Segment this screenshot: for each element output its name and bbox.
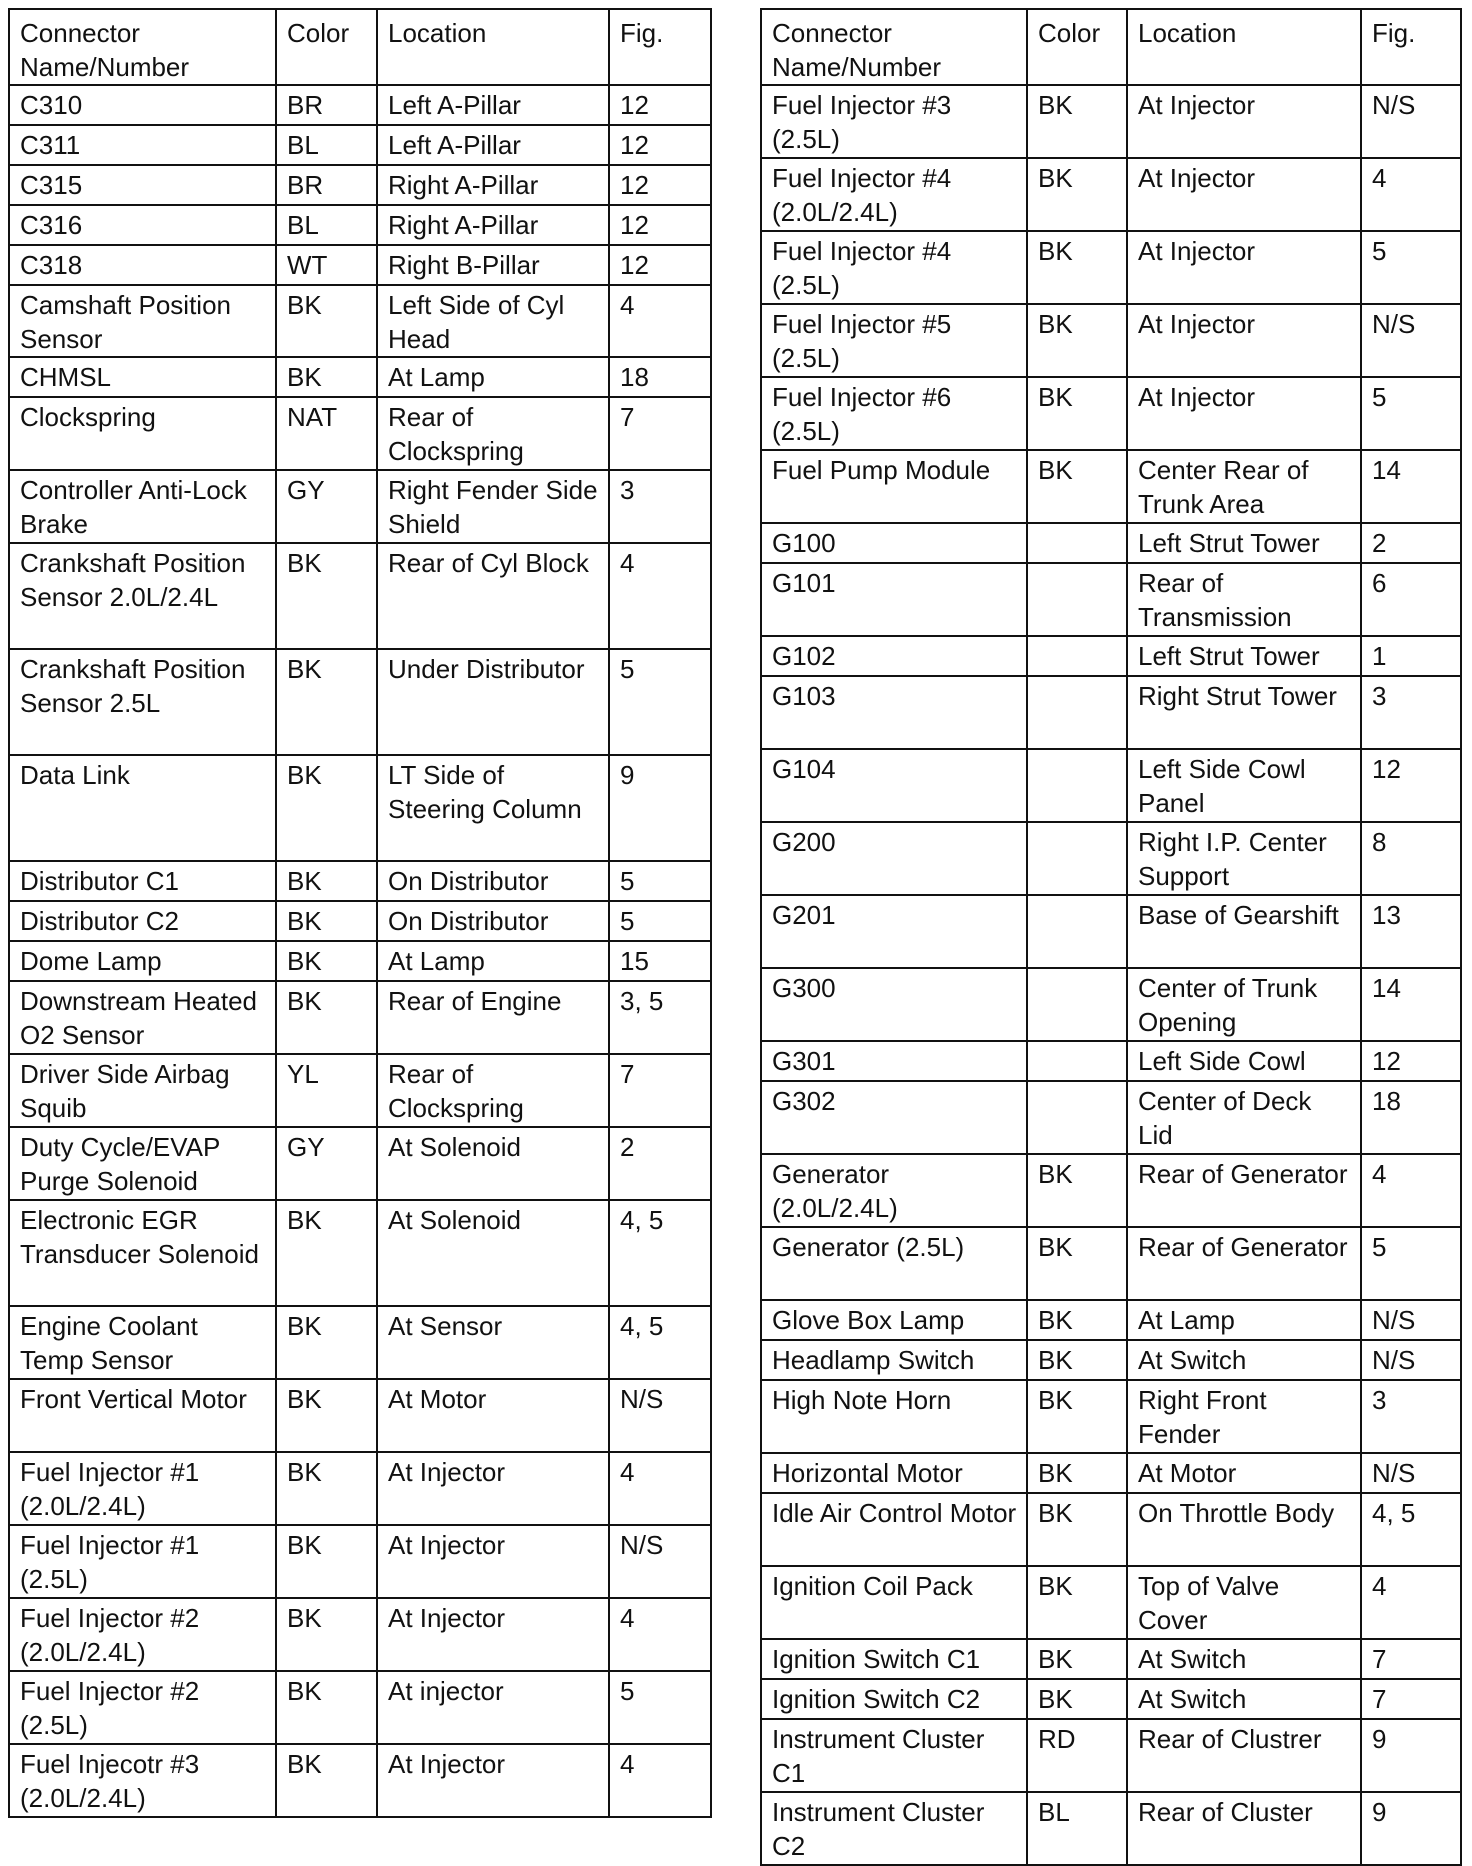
header-color: Color xyxy=(276,9,377,85)
fig-cell: 5 xyxy=(609,1671,711,1744)
connector-name-cell: Downstream Heated O2 Sensor xyxy=(9,981,276,1054)
color-cell: BK xyxy=(276,649,377,755)
fig-cell: 13 xyxy=(1361,895,1461,968)
color-cell: BK xyxy=(276,861,377,901)
table-row xyxy=(9,470,711,543)
fig-cell: 4 xyxy=(609,1452,711,1525)
color-cell: BK xyxy=(276,357,377,397)
location-cell: At Injector xyxy=(377,1744,609,1817)
table-row xyxy=(761,450,1461,523)
fig-cell: N/S xyxy=(609,1525,711,1598)
connector-name-cell: G201 xyxy=(761,895,1027,968)
table-row xyxy=(761,895,1461,968)
table-row xyxy=(9,285,711,357)
fig-cell: 12 xyxy=(609,125,711,165)
location-cell: At Injector xyxy=(1127,304,1361,377)
location-cell: Under Distributor xyxy=(377,649,609,755)
color-cell: BK xyxy=(1027,1566,1127,1639)
header-connector-name: Connector Name/Number xyxy=(761,9,1027,85)
connector-name-cell: Ignition Switch C1 xyxy=(761,1639,1027,1679)
location-cell: Rear of Transmission xyxy=(1127,563,1361,636)
connector-name-cell: Dome Lamp xyxy=(9,941,276,981)
table-row xyxy=(761,1227,1461,1300)
location-cell: On Distributor xyxy=(377,861,609,901)
table-row xyxy=(761,1340,1461,1380)
location-cell: LT Side of Steering Column xyxy=(377,755,609,861)
fig-cell: 3 xyxy=(1361,676,1461,749)
color-cell: BL xyxy=(276,205,377,245)
table-row xyxy=(761,676,1461,749)
header-color: Color xyxy=(1027,9,1127,85)
fig-cell: 5 xyxy=(609,901,711,941)
connector-name-cell: Fuel Injector #4 (2.0L/2.4L) xyxy=(761,158,1027,231)
fig-cell: 18 xyxy=(1361,1081,1461,1154)
fig-cell: 4, 5 xyxy=(609,1306,711,1379)
connector-name-cell: C316 xyxy=(9,205,276,245)
table-row xyxy=(761,231,1461,304)
header-location: Location xyxy=(1127,9,1361,85)
location-cell: At Switch xyxy=(1127,1639,1361,1679)
location-cell: At Switch xyxy=(1127,1679,1361,1719)
location-cell: Base of Gearshift xyxy=(1127,895,1361,968)
fig-cell: N/S xyxy=(1361,1340,1461,1380)
table-row xyxy=(761,1453,1461,1493)
location-cell: At Sensor xyxy=(377,1306,609,1379)
color-cell: BK xyxy=(276,1379,377,1452)
connector-name-cell: Fuel Injector #1 (2.0L/2.4L) xyxy=(9,1452,276,1525)
fig-cell: 4 xyxy=(1361,158,1461,231)
color-cell: GY xyxy=(276,1127,377,1200)
fig-cell: 7 xyxy=(609,397,711,470)
fig-cell: N/S xyxy=(1361,1300,1461,1340)
color-cell: BK xyxy=(1027,1300,1127,1340)
connector-name-cell: Crankshaft Position Sensor 2.5L xyxy=(9,649,276,755)
table-row xyxy=(761,1300,1461,1340)
connector-name-cell: Clockspring xyxy=(9,397,276,470)
table-row xyxy=(9,1379,711,1452)
header-connector-name: Connector Name/Number xyxy=(9,9,276,85)
color-cell: NAT xyxy=(276,397,377,470)
color-cell: BL xyxy=(1027,1792,1127,1865)
color-cell: RD xyxy=(1027,1719,1127,1792)
location-cell: Left Strut Tower xyxy=(1127,636,1361,676)
table-row xyxy=(9,1054,711,1127)
fig-cell: 12 xyxy=(1361,749,1461,822)
color-cell: BK xyxy=(276,285,377,357)
table-row xyxy=(9,901,711,941)
color-cell xyxy=(1027,968,1127,1041)
table-row xyxy=(761,968,1461,1041)
color-cell: WT xyxy=(276,245,377,285)
connector-table-right xyxy=(760,8,1462,1866)
connector-name-cell: Fuel Injector #6 (2.5L) xyxy=(761,377,1027,450)
table-row xyxy=(9,357,711,397)
connector-name-cell: Idle Air Control Motor xyxy=(761,1493,1027,1566)
table-row xyxy=(9,125,711,165)
location-cell: At Injector xyxy=(377,1452,609,1525)
fig-cell: 9 xyxy=(1361,1719,1461,1792)
location-cell: At Lamp xyxy=(377,357,609,397)
color-cell xyxy=(1027,1041,1127,1081)
color-cell: BK xyxy=(276,1525,377,1598)
connector-name-cell: Engine Coolant Temp Sensor xyxy=(9,1306,276,1379)
color-cell: BK xyxy=(276,1744,377,1817)
location-cell: On Distributor xyxy=(377,901,609,941)
location-cell: Left Side Cowl xyxy=(1127,1041,1361,1081)
header-location: Location xyxy=(377,9,609,85)
table-row xyxy=(761,1493,1461,1566)
color-cell: BR xyxy=(276,165,377,205)
table-row xyxy=(761,1380,1461,1453)
location-cell: At Motor xyxy=(1127,1453,1361,1493)
location-cell: Rear of Cluster xyxy=(1127,1792,1361,1865)
color-cell: BK xyxy=(1027,1380,1127,1453)
fig-cell: 4 xyxy=(609,543,711,649)
color-cell: BK xyxy=(1027,450,1127,523)
location-cell: Top of Valve Cover xyxy=(1127,1566,1361,1639)
table-row xyxy=(9,1598,711,1671)
location-cell: Center of Deck Lid xyxy=(1127,1081,1361,1154)
fig-cell: 4 xyxy=(609,1598,711,1671)
table-row xyxy=(761,822,1461,895)
color-cell: BK xyxy=(1027,377,1127,450)
location-cell: Right Fender Side Shield xyxy=(377,470,609,543)
table-row xyxy=(761,1081,1461,1154)
table-row xyxy=(9,861,711,901)
location-cell: At Motor xyxy=(377,1379,609,1452)
connector-name-cell: CHMSL xyxy=(9,357,276,397)
fig-cell: 12 xyxy=(609,245,711,285)
connector-name-cell: Duty Cycle/EVAP Purge Solenoid xyxy=(9,1127,276,1200)
color-cell: BK xyxy=(1027,158,1127,231)
table-row xyxy=(761,1154,1461,1227)
connector-name-cell: Electronic EGR Transducer Solenoid xyxy=(9,1200,276,1306)
table-row xyxy=(9,245,711,285)
fig-cell: 5 xyxy=(1361,231,1461,304)
color-cell: BK xyxy=(276,941,377,981)
fig-cell: N/S xyxy=(1361,1453,1461,1493)
table-row xyxy=(761,749,1461,822)
location-cell: Center of Trunk Opening xyxy=(1127,968,1361,1041)
connector-name-cell: Driver Side Airbag Squib xyxy=(9,1054,276,1127)
connector-name-cell: G103 xyxy=(761,676,1027,749)
fig-cell: 1 xyxy=(1361,636,1461,676)
color-cell: BK xyxy=(276,1598,377,1671)
fig-cell: 14 xyxy=(1361,450,1461,523)
table-row xyxy=(9,205,711,245)
connector-name-cell: Glove Box Lamp xyxy=(761,1300,1027,1340)
table-row xyxy=(9,941,711,981)
fig-cell: 5 xyxy=(609,649,711,755)
table-row xyxy=(761,636,1461,676)
color-cell: BK xyxy=(276,981,377,1054)
fig-cell: 8 xyxy=(1361,822,1461,895)
location-cell: At Injector xyxy=(1127,158,1361,231)
table-row xyxy=(761,1041,1461,1081)
location-cell: At Switch xyxy=(1127,1340,1361,1380)
table-row xyxy=(9,981,711,1054)
connector-name-cell: Distributor C1 xyxy=(9,861,276,901)
fig-cell: N/S xyxy=(1361,85,1461,158)
fig-cell: 3 xyxy=(609,470,711,543)
fig-cell: N/S xyxy=(1361,304,1461,377)
connector-name-cell: Ignition Coil Pack xyxy=(761,1566,1027,1639)
color-cell: BK xyxy=(276,1200,377,1306)
location-cell: Right Strut Tower xyxy=(1127,676,1361,749)
connector-name-cell: Generator (2.0L/2.4L) xyxy=(761,1154,1027,1227)
location-cell: Right I.P. Center Support xyxy=(1127,822,1361,895)
fig-cell: 9 xyxy=(1361,1792,1461,1865)
color-cell: BK xyxy=(276,1671,377,1744)
color-cell: BK xyxy=(1027,85,1127,158)
color-cell: BK xyxy=(276,1452,377,1525)
table-row xyxy=(9,1525,711,1598)
color-cell: BK xyxy=(1027,1227,1127,1300)
color-cell xyxy=(1027,749,1127,822)
fig-cell: 12 xyxy=(609,205,711,245)
color-cell xyxy=(1027,822,1127,895)
header-fig: Fig. xyxy=(1361,9,1461,85)
fig-cell: 14 xyxy=(1361,968,1461,1041)
color-cell: BK xyxy=(276,543,377,649)
location-cell: At Injector xyxy=(377,1598,609,1671)
fig-cell: 2 xyxy=(1361,523,1461,563)
fig-cell: 5 xyxy=(1361,1227,1461,1300)
connector-name-cell: G100 xyxy=(761,523,1027,563)
table-row xyxy=(9,397,711,470)
connector-name-cell: C315 xyxy=(9,165,276,205)
table-header xyxy=(9,9,711,85)
table-row xyxy=(9,543,711,649)
location-cell: Left A-Pillar xyxy=(377,125,609,165)
color-cell: BK xyxy=(1027,1493,1127,1566)
table-row xyxy=(761,304,1461,377)
connector-name-cell: Camshaft Position Sensor xyxy=(9,285,276,357)
table-row xyxy=(761,158,1461,231)
location-cell: At injector xyxy=(377,1671,609,1744)
table-row xyxy=(761,1679,1461,1719)
location-cell: At Injector xyxy=(377,1525,609,1598)
location-cell: Rear of Clustrer xyxy=(1127,1719,1361,1792)
color-cell: BK xyxy=(1027,1154,1127,1227)
location-cell: Left Side Cowl Panel xyxy=(1127,749,1361,822)
table-body xyxy=(9,85,711,1817)
color-cell xyxy=(1027,1081,1127,1154)
connector-name-cell: Distributor C2 xyxy=(9,901,276,941)
connector-name-cell: Fuel Injector #3 (2.5L) xyxy=(761,85,1027,158)
location-cell: Rear of Cyl Block xyxy=(377,543,609,649)
connector-name-cell: Instrument Cluster C2 xyxy=(761,1792,1027,1865)
color-cell xyxy=(1027,563,1127,636)
table-row xyxy=(761,1719,1461,1792)
connector-name-cell: Fuel Injector #1 (2.5L) xyxy=(9,1525,276,1598)
table-row xyxy=(761,85,1461,158)
color-cell: BL xyxy=(276,125,377,165)
fig-cell: 5 xyxy=(609,861,711,901)
fig-cell: 4 xyxy=(1361,1566,1461,1639)
table-row xyxy=(9,649,711,755)
table-row xyxy=(761,523,1461,563)
location-cell: At Solenoid xyxy=(377,1200,609,1306)
connector-name-cell: Controller Anti-Lock Brake xyxy=(9,470,276,543)
fig-cell: 6 xyxy=(1361,563,1461,636)
connector-name-cell: Crankshaft Position Sensor 2.0L/2.4L xyxy=(9,543,276,649)
table-header xyxy=(761,9,1461,85)
location-cell: Rear of Generator xyxy=(1127,1227,1361,1300)
location-cell: On Throttle Body xyxy=(1127,1493,1361,1566)
location-cell: At Lamp xyxy=(1127,1300,1361,1340)
location-cell: Rear of Clockspring xyxy=(377,1054,609,1127)
table-row xyxy=(9,1452,711,1525)
location-cell: Rear of Generator xyxy=(1127,1154,1361,1227)
location-cell: At Solenoid xyxy=(377,1127,609,1200)
connector-name-cell: C318 xyxy=(9,245,276,285)
connector-name-cell: Generator (2.5L) xyxy=(761,1227,1027,1300)
connector-name-cell: C310 xyxy=(9,85,276,125)
connector-name-cell: G301 xyxy=(761,1041,1027,1081)
table-row xyxy=(9,85,711,125)
color-cell: BK xyxy=(1027,1639,1127,1679)
location-cell: At Injector xyxy=(1127,231,1361,304)
location-cell: Left Side of Cyl Head xyxy=(377,285,609,357)
table-row xyxy=(9,755,711,861)
fig-cell: 3, 5 xyxy=(609,981,711,1054)
connector-name-cell: G200 xyxy=(761,822,1027,895)
location-cell: At Lamp xyxy=(377,941,609,981)
location-cell: Right Front Fender xyxy=(1127,1380,1361,1453)
fig-cell: 4, 5 xyxy=(609,1200,711,1306)
connector-name-cell: Fuel Pump Module xyxy=(761,450,1027,523)
table-row xyxy=(761,563,1461,636)
header-fig: Fig. xyxy=(609,9,711,85)
connector-name-cell: Instrument Cluster C1 xyxy=(761,1719,1027,1792)
fig-cell: 12 xyxy=(609,165,711,205)
fig-cell: 4 xyxy=(609,285,711,357)
fig-cell: 4 xyxy=(1361,1154,1461,1227)
fig-cell: 18 xyxy=(609,357,711,397)
connector-name-cell: Horizontal Motor xyxy=(761,1453,1027,1493)
fig-cell: 7 xyxy=(1361,1639,1461,1679)
fig-cell: 7 xyxy=(609,1054,711,1127)
connector-name-cell: Fuel Injector #5 (2.5L) xyxy=(761,304,1027,377)
color-cell: GY xyxy=(276,470,377,543)
color-cell: YL xyxy=(276,1054,377,1127)
connector-name-cell: Ignition Switch C2 xyxy=(761,1679,1027,1719)
location-cell: Rear of Engine xyxy=(377,981,609,1054)
color-cell: BK xyxy=(276,755,377,861)
color-cell: BK xyxy=(1027,1340,1127,1380)
color-cell xyxy=(1027,523,1127,563)
connector-name-cell: Headlamp Switch xyxy=(761,1340,1027,1380)
color-cell: BK xyxy=(1027,1453,1127,1493)
location-cell: Right B-Pillar xyxy=(377,245,609,285)
connector-name-cell: G104 xyxy=(761,749,1027,822)
connector-name-cell: C311 xyxy=(9,125,276,165)
fig-cell: 12 xyxy=(609,85,711,125)
color-cell: BR xyxy=(276,85,377,125)
table-row xyxy=(9,1744,711,1817)
table-row xyxy=(9,165,711,205)
table-row xyxy=(761,377,1461,450)
fig-cell: 15 xyxy=(609,941,711,981)
connector-name-cell: Fuel Injecotr #3 (2.0L/2.4L) xyxy=(9,1744,276,1817)
color-cell: BK xyxy=(276,1306,377,1379)
connector-name-cell: G102 xyxy=(761,636,1027,676)
color-cell xyxy=(1027,676,1127,749)
connector-name-cell: G101 xyxy=(761,563,1027,636)
location-cell: Right A-Pillar xyxy=(377,165,609,205)
connector-name-cell: G300 xyxy=(761,968,1027,1041)
location-cell: Left A-Pillar xyxy=(377,85,609,125)
table-row xyxy=(761,1792,1461,1865)
table-row xyxy=(9,1671,711,1744)
location-cell: Center Rear of Trunk Area xyxy=(1127,450,1361,523)
connector-name-cell: Fuel Injector #2 (2.5L) xyxy=(9,1671,276,1744)
table-row xyxy=(761,1639,1461,1679)
connector-name-cell: Fuel Injector #4 (2.5L) xyxy=(761,231,1027,304)
location-cell: Left Strut Tower xyxy=(1127,523,1361,563)
fig-cell: 4 xyxy=(609,1744,711,1817)
fig-cell: 9 xyxy=(609,755,711,861)
color-cell xyxy=(1027,636,1127,676)
location-cell: At Injector xyxy=(1127,85,1361,158)
fig-cell: 5 xyxy=(1361,377,1461,450)
connector-table-left xyxy=(8,8,712,1818)
fig-cell: 2 xyxy=(609,1127,711,1200)
fig-cell: 7 xyxy=(1361,1679,1461,1719)
fig-cell: 12 xyxy=(1361,1041,1461,1081)
fig-cell: 3 xyxy=(1361,1380,1461,1453)
location-cell: Right A-Pillar xyxy=(377,205,609,245)
table-row xyxy=(9,1200,711,1306)
table-row xyxy=(9,1306,711,1379)
table-row xyxy=(9,1127,711,1200)
fig-cell: 4, 5 xyxy=(1361,1493,1461,1566)
color-cell: BK xyxy=(276,901,377,941)
location-cell: Rear of Clockspring xyxy=(377,397,609,470)
connector-name-cell: Fuel Injector #2 (2.0L/2.4L) xyxy=(9,1598,276,1671)
connector-name-cell: Data Link xyxy=(9,755,276,861)
connector-name-cell: Front Vertical Motor xyxy=(9,1379,276,1452)
color-cell: BK xyxy=(1027,231,1127,304)
connector-name-cell: G302 xyxy=(761,1081,1027,1154)
color-cell xyxy=(1027,895,1127,968)
color-cell: BK xyxy=(1027,304,1127,377)
color-cell: BK xyxy=(1027,1679,1127,1719)
location-cell: At Injector xyxy=(1127,377,1361,450)
fig-cell: N/S xyxy=(609,1379,711,1452)
connector-name-cell: High Note Horn xyxy=(761,1380,1027,1453)
table-row xyxy=(761,1566,1461,1639)
table-body xyxy=(761,85,1461,1865)
